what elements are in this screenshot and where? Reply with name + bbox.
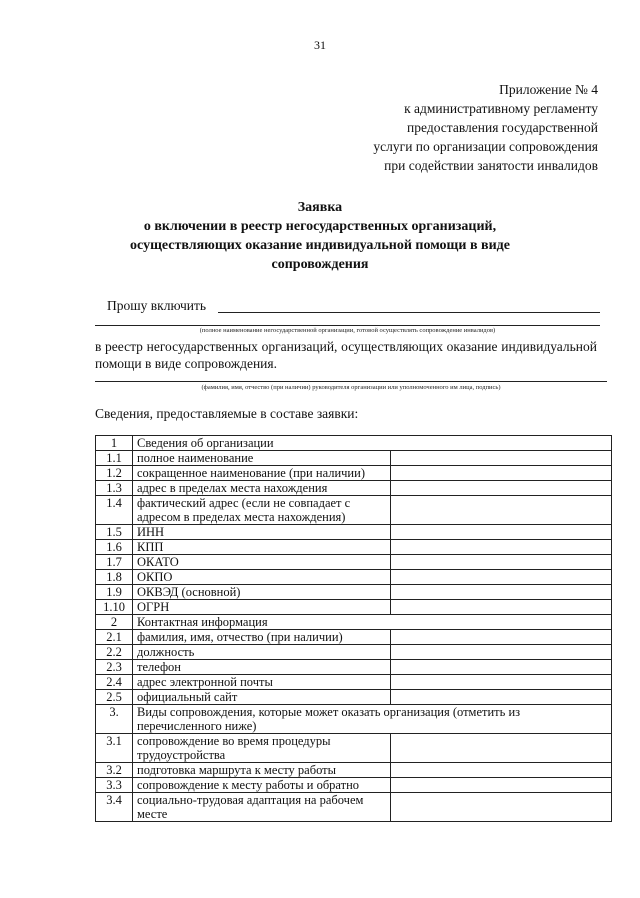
row-number: 3.3 xyxy=(96,778,133,793)
table-row xyxy=(96,778,612,793)
table-row xyxy=(96,555,612,570)
row-number: 1.4 xyxy=(96,496,133,525)
row-label: подготовка маршрута к месту работы xyxy=(133,763,391,778)
title-line: сопровождения xyxy=(271,257,369,272)
table-row xyxy=(96,734,612,763)
row-number: 1.9 xyxy=(96,585,133,600)
hint-head-signature: (фамилия, имя, отчество (при наличии) руководителя организации или уполномоченного им лица, подпись) xyxy=(201,384,501,391)
row-label: сокращенное наименование (при наличии) xyxy=(133,466,391,481)
row-label: должность xyxy=(133,645,391,660)
appendix-header xyxy=(330,80,598,175)
row-number: 2.3 xyxy=(96,660,133,675)
value-cell[interactable] xyxy=(391,763,612,778)
row-number: 3.2 xyxy=(96,763,133,778)
section-title: Виды сопровождения, которые может оказать организация (отметить из перечисленного ниже) xyxy=(133,705,612,734)
row-label: социально-трудовая адаптация на рабочем месте xyxy=(133,793,391,822)
row-number: 3.4 xyxy=(96,793,133,822)
value-cell[interactable] xyxy=(391,466,612,481)
head-signature-field[interactable] xyxy=(95,381,607,382)
row-number: 1.6 xyxy=(96,540,133,555)
appendix-line: предоставления государственной xyxy=(407,120,598,135)
section-title: Контактная информация xyxy=(133,615,612,630)
row-label: официальный сайт xyxy=(133,690,391,705)
row-label: полное наименование xyxy=(133,451,391,466)
value-cell[interactable] xyxy=(391,481,612,496)
table-row xyxy=(96,645,612,660)
org-name-field[interactable] xyxy=(218,312,600,313)
row-label: адрес электронной почты xyxy=(133,675,391,690)
table-row xyxy=(96,763,612,778)
title-line: о включении в реестр негосударственных организаций, xyxy=(143,219,497,234)
table-row xyxy=(96,585,612,600)
row-label: ИНН xyxy=(133,525,391,540)
table-row xyxy=(96,600,612,615)
section-row xyxy=(96,705,612,734)
value-cell[interactable] xyxy=(391,451,612,466)
row-label: КПП xyxy=(133,540,391,555)
value-cell[interactable] xyxy=(391,793,612,822)
application-details-table xyxy=(95,435,612,822)
table-row xyxy=(96,690,612,705)
request-label: Прошу включить xyxy=(107,298,207,313)
row-number: 1.1 xyxy=(96,451,133,466)
table-row xyxy=(96,481,612,496)
row-number: 2 xyxy=(96,615,133,630)
document-title xyxy=(60,198,580,274)
value-cell[interactable] xyxy=(391,600,612,615)
row-number: 1.7 xyxy=(96,555,133,570)
row-number: 1 xyxy=(96,436,133,451)
value-cell[interactable] xyxy=(391,525,612,540)
org-name-field-continued[interactable] xyxy=(95,325,600,326)
row-number: 3.1 xyxy=(96,734,133,763)
section-title: Сведения об организации xyxy=(133,436,612,451)
table-row xyxy=(96,451,612,466)
row-label: ОКВЭД (основной) xyxy=(133,585,391,600)
table-row xyxy=(96,660,612,675)
row-label: сопровождение во время процедуры трудоустройства xyxy=(133,734,391,763)
row-number: 1.3 xyxy=(96,481,133,496)
row-label: телефон xyxy=(133,660,391,675)
title-line: Заявка xyxy=(297,200,343,215)
value-cell[interactable] xyxy=(391,690,612,705)
row-number: 1.10 xyxy=(96,600,133,615)
value-cell[interactable] xyxy=(391,630,612,645)
table-row xyxy=(96,496,612,525)
row-label: ОКПО xyxy=(133,570,391,585)
row-label: ОГРН xyxy=(133,600,391,615)
row-number: 2.4 xyxy=(96,675,133,690)
value-cell[interactable] xyxy=(391,734,612,763)
row-number: 1.8 xyxy=(96,570,133,585)
table-row xyxy=(96,570,612,585)
table-row xyxy=(96,540,612,555)
hint-org-name: (полное наименование негосударственной организации, готовой осуществлять сопровождение инвалидов) xyxy=(199,327,496,334)
row-number: 3. xyxy=(96,705,133,734)
value-cell[interactable] xyxy=(391,585,612,600)
value-cell[interactable] xyxy=(391,660,612,675)
row-label: фамилия, имя, отчество (при наличии) xyxy=(133,630,391,645)
row-number: 2.5 xyxy=(96,690,133,705)
row-number: 1.2 xyxy=(96,466,133,481)
table-row xyxy=(96,675,612,690)
appendix-line: услуги по организации сопровождения xyxy=(373,139,598,154)
page-number: 31 xyxy=(314,38,326,52)
table-row xyxy=(96,525,612,540)
value-cell[interactable] xyxy=(391,645,612,660)
value-cell[interactable] xyxy=(391,555,612,570)
value-cell[interactable] xyxy=(391,570,612,585)
table-row xyxy=(96,793,612,822)
row-number: 2.1 xyxy=(96,630,133,645)
row-label: адрес в пределах места нахождения xyxy=(133,481,391,496)
table-row xyxy=(96,466,612,481)
appendix-line: при содействии занятости инвалидов xyxy=(384,158,598,173)
appendix-line: Приложение № 4 xyxy=(499,82,598,97)
section-row xyxy=(96,436,612,451)
value-cell[interactable] xyxy=(391,540,612,555)
row-number: 2.2 xyxy=(96,645,133,660)
row-label: фактический адрес (если не совпадает с адресом в пределах места нахождения) xyxy=(133,496,391,525)
value-cell[interactable] xyxy=(391,675,612,690)
section-row xyxy=(96,615,612,630)
title-line: осуществляющих оказание индивидуальной помощи в виде xyxy=(130,238,510,253)
table-intro: Сведения, предоставляемые в составе заявки: xyxy=(95,406,359,421)
value-cell[interactable] xyxy=(391,496,612,525)
appendix-line: к административному регламенту xyxy=(404,101,598,116)
row-label: сопровождение к месту работы и обратно xyxy=(133,778,391,793)
table-row xyxy=(96,630,612,645)
row-number: 1.5 xyxy=(96,525,133,540)
row-label: ОКАТО xyxy=(133,555,391,570)
value-cell[interactable] xyxy=(391,778,612,793)
request-paragraph: в реестр негосударственных организаций, осуществляющих оказание индивидуальной помощи в виде сопровождения. xyxy=(95,339,597,371)
